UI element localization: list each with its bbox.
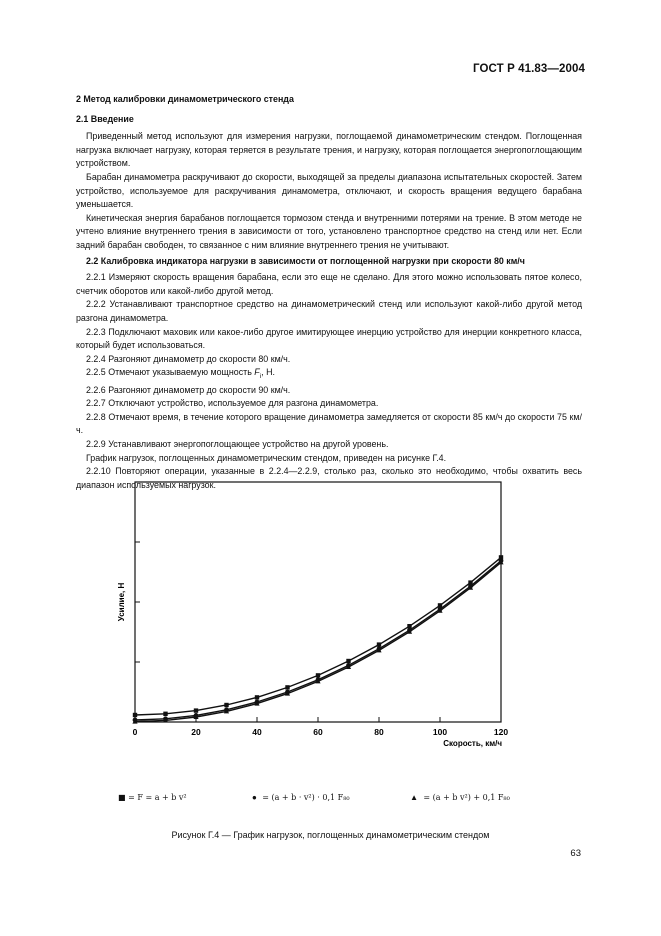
series-line	[135, 561, 501, 720]
paragraph: 2.2.9 Устанавливают энергопоглощающее устройство на другой уровень.	[86, 439, 389, 450]
series-lines	[135, 557, 501, 721]
text-body	[76, 93, 582, 492]
variable: F	[254, 367, 260, 378]
plot-frame	[135, 482, 501, 722]
square-marker	[316, 673, 320, 677]
legend-item-square	[118, 793, 187, 802]
square-marker	[133, 713, 137, 717]
square-marker	[377, 642, 381, 646]
paragraph: Барабан динамометра раскручивают до скорости, выходящей за пределы диапазона испытательных скоростей. Затем устройство, используемое для раскручивания динамометра, отключают, и скорость вращения ведущего барабана уменьшается.	[76, 171, 582, 210]
paragraph: 2.2.7 Отключают устройство, используемое для разгона динамометра.	[86, 398, 379, 409]
paragraph: 2.2.4 Разгоняют динамометр до скорости 80 км/ч.	[86, 353, 291, 364]
paragraph: 2.2.1 Измеряют скорость вращения барабана, если это еще не сделано. Для этого можно использовать пятое колесо, счетчик оборотов или какой-либо другой метод.	[76, 272, 582, 296]
paragraph: Кинетическая энергия барабанов поглощается тормозом стенда и внутренними потерями на трение. В этом методе не учтено влияние внутреннего трения в зависимости от того, установлено транспортное средство на стенд или нет. Если задний барабан свободен, то связанное с ним влияние внутреннего трения не учитывают.	[76, 212, 582, 250]
square-marker	[346, 659, 350, 663]
paragraph: 2.2.6 Разгоняют динамометр до скорости 90 км/ч.	[86, 384, 291, 395]
x-axis-label: Скорость, км/ч	[443, 739, 502, 748]
figure-caption: Рисунок Г.4 — График нагрузок, поглощенных динамометрическим стендом	[171, 830, 490, 840]
paragraph: 2.2.3 Подключают маховик или какое-либо другое имитирующее инерцию устройство для инерции конкретного класса, который будет использоваться.	[76, 326, 582, 351]
legend-formula: ■ = F = a + b v²	[118, 793, 187, 802]
x-tick-label: 120	[493, 727, 509, 737]
page-number: 63	[570, 848, 581, 859]
series-line	[135, 557, 501, 715]
text-run: 2.2.5 Отмечают указываемую мощность	[86, 367, 255, 378]
legend-item-circle	[252, 793, 350, 802]
circle-marker-icon: ●	[252, 793, 257, 802]
series-line	[135, 562, 501, 721]
x-tick-label: 60	[313, 727, 323, 737]
paragraph	[76, 366, 582, 383]
legend-item-triangle	[410, 793, 510, 802]
text-run: , Н.	[261, 367, 275, 378]
square-marker	[224, 703, 228, 707]
paragraph: 2.2.8 Отмечают время, в течение которого вращение динамометра замедляется от скорости 85 км/ч до скорости 75 км/ч.	[76, 411, 582, 436]
y-axis-label: Усилие, Н	[117, 582, 126, 622]
x-tick-label: 80	[374, 727, 384, 737]
standard-code: ГОСТ Р 41.83—2004	[473, 63, 585, 75]
subscript: i	[259, 373, 262, 381]
square-marker	[163, 712, 167, 716]
legend-formula: = (a + b · v²) · 0,1 F₈₀	[262, 793, 350, 802]
chart-legend	[118, 793, 538, 809]
axis-ticks	[133, 482, 509, 737]
legend-formula: = (a + b v²) + 0,1 F₈₀	[423, 793, 510, 802]
x-tick-label: 20	[191, 727, 201, 737]
paragraph: 2.2.10 Повторяют операции, указанные в 2.2.4—2.2.9, столько раз, сколько это необходимо, чтобы охватить весь диапазон используемых нагрузок.	[76, 466, 582, 490]
paragraph: 2.2.2 Устанавливают транспортное средство на динамометрический стенд или используют какой-либо другой метод разгона динамометра.	[76, 299, 582, 323]
section-2-2-title: 2.2 Калибровка индикатора нагрузки в зависимости от поглощенной нагрузки при скорости 80 км/ч	[86, 255, 525, 266]
x-tick-label: 40	[252, 727, 262, 737]
paragraph: График нагрузок, поглощенных динамометрическим стендом, приведен на рисунке Г.4.	[86, 452, 447, 463]
triangle-marker-icon: ▲	[410, 793, 419, 802]
square-marker	[194, 708, 198, 712]
x-tick-label: 0	[132, 727, 138, 737]
section-2-title: 2 Метод калибровки динамометрического стенда	[76, 94, 294, 104]
section-2-1-title: 2.1 Введение	[76, 113, 134, 124]
square-marker	[285, 685, 289, 689]
square-marker	[255, 695, 259, 699]
square-marker	[407, 624, 411, 628]
paragraph: Приведенный метод используют для измерения нагрузки, поглощаемой динамометрическим стендом. Поглощенная нагрузка включает нагрузку, которая теряется в результате трения, и нагрузку, которая поглощается энергопоглощающим устройством.	[76, 131, 582, 169]
series-markers	[132, 555, 503, 723]
x-tick-label: 100	[432, 727, 448, 737]
load-speed-chart	[110, 478, 520, 753]
